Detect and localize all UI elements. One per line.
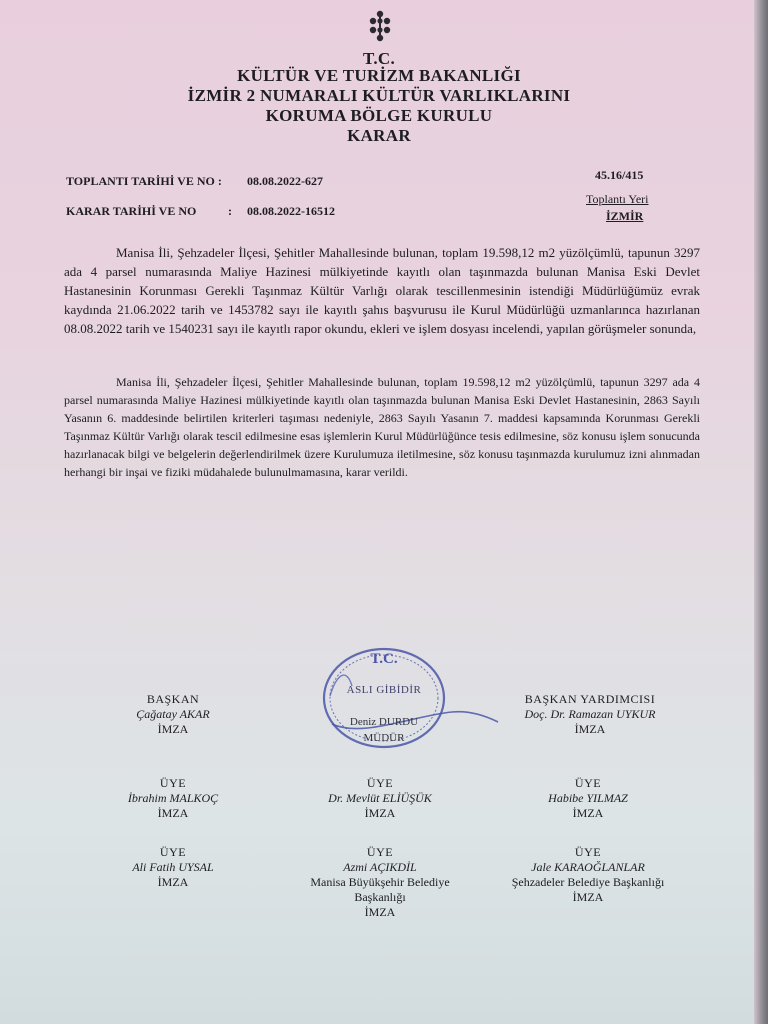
signature-mark: İMZA	[157, 806, 189, 820]
signature-member-1	[58, 776, 288, 821]
signature-mark: İMZA	[574, 722, 606, 736]
signature-role: ÜYE	[159, 776, 187, 790]
signature-organization: Şehzadeler Belediye Başkanlığı	[511, 875, 665, 889]
meeting-date-label: TOPLANTI TARİHİ VE NO :	[66, 174, 222, 188]
body-paragraph-1: Manisa İli, Şehzadeler İlçesi, Şehitler Mahallesinde bulunan, toplam 19.598,12 m2 yüzölçümlü, tapunun 3297 ada 4 parsel numarasında Maliye Hazinesi mülkiyetinde kayıtlı olan taşınmazda bulunan Manisa Eski Devlet Hastanesinin Korunması Gerekli Taşınmaz Kültür Varlığı olarak tescillenmesinin istendiği Müdürlüğümüz evrak kaydında 21.06.2022 tarih ve 1453782 sayı ile kayıtlı şahıs başvurusu ile Kurul Müdürlüğü uzmanlarınca hazırlanan 08.08.2022 tarih ve 1540231 sayı ile kayıtlı rapor okundu, ekleri ve işlem dosyası incelendi, yapılan görüşmeler sonunda,	[64, 245, 700, 336]
screen-bezel-edge	[754, 0, 768, 1024]
signature-organization: Manisa Büyükşehir Belediye	[310, 875, 450, 889]
signature-mark: İMZA	[572, 806, 604, 820]
signature-mark: İMZA	[157, 722, 189, 736]
signature-name: Habibe YILMAZ	[548, 791, 628, 805]
signature-mark: İMZA	[364, 905, 396, 919]
signature-name: Çağatay AKAR	[136, 707, 210, 721]
signature-name: Doç. Dr. Ramazan UYKUR	[524, 707, 656, 721]
signature-mark: İMZA	[364, 806, 396, 820]
signature-role: ÜYE	[574, 845, 602, 859]
signature-chair	[58, 692, 288, 737]
signature-name: Azmi AÇIKDİL	[343, 860, 417, 874]
signature-vice-chair	[475, 692, 705, 737]
signature-role: ÜYE	[366, 776, 394, 790]
signature-member-6	[473, 845, 703, 905]
signature-member-4	[58, 845, 288, 890]
board-title-line1: İZMİR 2 NUMARALI KÜLTÜR VARLIKLARINI	[187, 86, 571, 105]
stamp-top-text: T.C.	[370, 651, 398, 667]
country-label: T.C.	[362, 49, 396, 68]
board-title-line2: KORUMA BÖLGE KURULU	[265, 106, 493, 125]
signature-organization-cont: Başkanlığı	[354, 890, 406, 904]
signature-role: BAŞKAN YARDIMCISI	[524, 692, 656, 706]
signature-name: Ali Fatih UYSAL	[132, 860, 214, 874]
decision-date-label: KARAR TARİHİ VE NO	[66, 204, 197, 218]
decision-paragraph: Manisa İli, Şehzadeler İlçesi, Şehitler Mahallesinde bulunan, toplam 19.598,12 m2 yüzölçümlü, tapunun 3297 ada 4 parsel numarasında Maliye Hazinesi mülkiyetinde kayıtlı olan taşınmazda bulunan Manisa Eski Devlet Hastanesinin, 2863 Sayılı Yasanın 6. maddesinde belirtilen kriterleri taşıması nedeniyle, 2863 Sayılı Yasanın 7. maddesi kapsamında Korunması Gerekli Taşınmaz Kültür Varlığı olarak tescil edilmesine esas işlemlerin Kurul Müdürlüğünce tesis edilmesine, söz konusu işlem sonucunda hazırlanacak bilgi ve belgelerin değerlendirilmek üzere Kurulumuza iletilmesine, söz konusu taşınmazda kurulumuz izni alınmadan herhangi bir inşai ve fiziki müdahalede bulunulmamasına, karar verildi.	[64, 375, 700, 479]
signature-role: ÜYE	[159, 845, 187, 859]
signature-role: ÜYE	[366, 845, 394, 859]
signature-mark: İMZA	[572, 890, 604, 904]
decision-date-value: 08.08.2022-16512	[247, 204, 335, 218]
signature-member-3	[473, 776, 703, 821]
document-type: KARAR	[347, 126, 411, 145]
signature-member-2	[265, 776, 495, 821]
stamp-line2: Deniz DURDU	[349, 716, 419, 728]
signature-role: BAŞKAN	[146, 692, 200, 706]
reference-number: 45.16/415	[595, 168, 644, 182]
decision-date-separator: :	[228, 204, 232, 218]
stamp-line1: ASLI GİBİDİR	[346, 684, 422, 696]
stamp-line3: MÜDÜR	[363, 732, 405, 744]
signature-name: Jale KARAOĞLANLAR	[531, 860, 645, 874]
ministry-emblem-icon	[367, 9, 393, 45]
signature-mark: İMZA	[157, 875, 189, 889]
meeting-place-value: İZMİR	[606, 209, 644, 223]
meeting-date-value: 08.08.2022-627	[247, 174, 323, 188]
signature-name: İbrahim MALKOÇ	[127, 791, 219, 805]
signature-member-5	[265, 845, 495, 920]
signature-name: Dr. Mevlüt ELİÜŞÜK	[328, 791, 432, 805]
ministry-title: KÜLTÜR VE TURİZM BAKANLIĞI	[237, 66, 521, 85]
signature-role: ÜYE	[574, 776, 602, 790]
meeting-place-label: Toplantı Yeri	[586, 192, 649, 206]
